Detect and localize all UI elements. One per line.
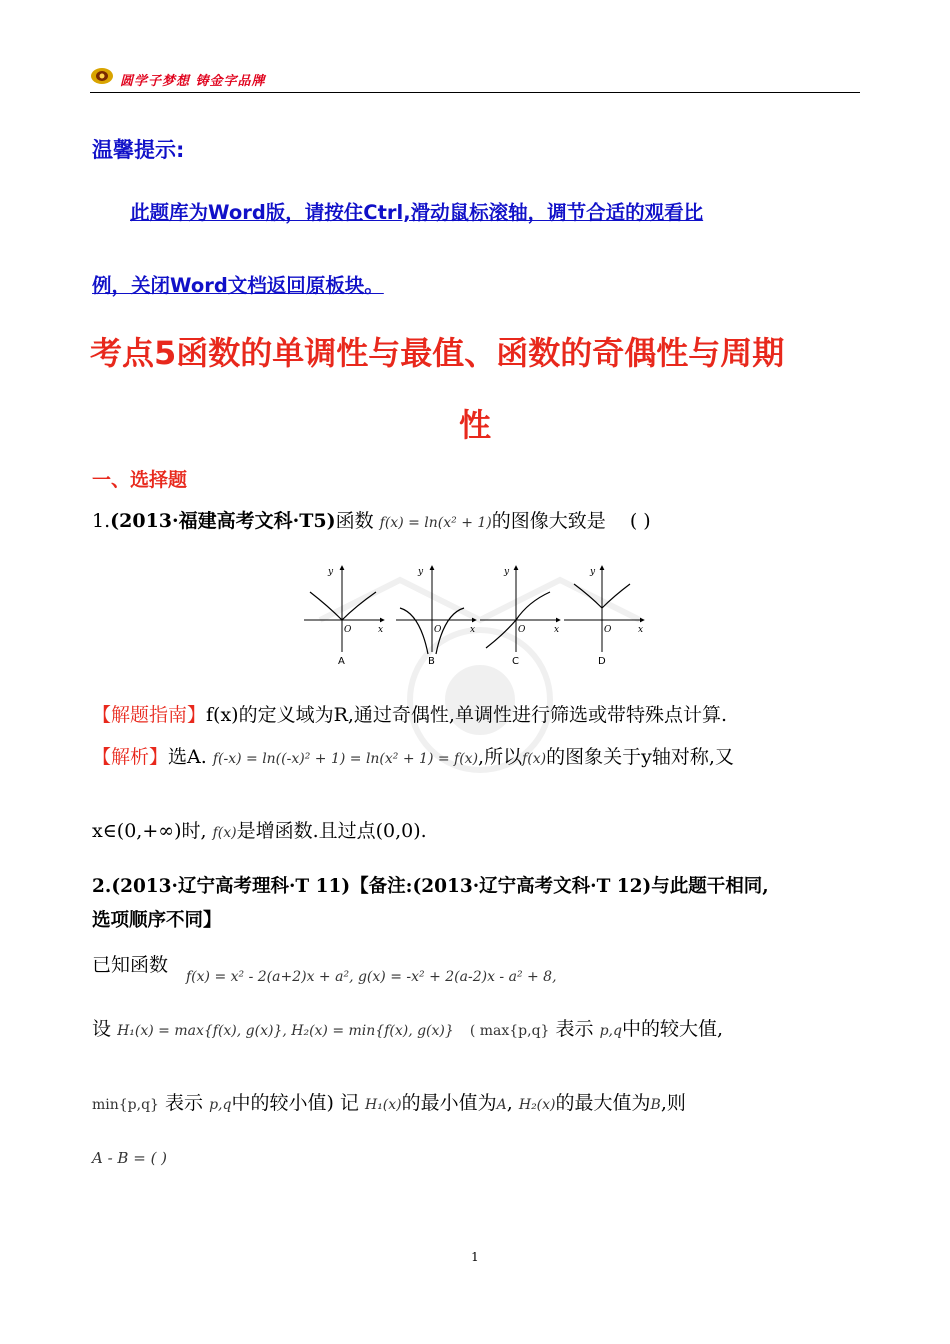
graph-d [564,566,644,652]
q2-record: 记 [339,1092,359,1114]
q2-max-is: 的最大值为 [555,1092,651,1114]
graph-c-y-label: y [504,567,510,577]
tip-line-1[interactable]: 此题库为Word版，请按住Ctrl,滑动鼠标滚轴，调节合适的观看比 [130,201,704,224]
q1-stem [92,506,651,533]
graph-b-origin: O [434,625,442,635]
curve-a [310,592,376,620]
q2-function-formula: f(x) = x² - 2(a+2)x + a², g(x) = -x² + 2(a-2)x - a² + 8, [186,969,557,985]
graph-a-x-label: x [378,625,384,635]
q2-set: 设 [92,1018,112,1040]
graph-d-origin: O [604,625,612,635]
q2-pq-1: p,q [599,1023,622,1039]
analysis-formula: f(-x) = ln((-x)² + 1) = ln(x² + 1) = f(x) [212,751,479,767]
q2-show-2: 表示 [165,1092,204,1114]
analysis-text-c: 的图象关于y轴对称,又 [546,746,734,768]
q1-guide [92,700,727,727]
graph-a [304,566,384,652]
option-b-label: B [428,656,435,667]
q1-analysis-continued [92,816,427,843]
q2-B: B [650,1097,661,1113]
graph-b-x-label: x [470,625,476,635]
q2-A: A [496,1097,507,1113]
tip-title: 温馨提示: [92,138,185,162]
tip-line-2[interactable]: 例，关闭Word文档返回原板块。 [92,274,384,297]
analysis-text-d: x∈(0,+∞)时, [92,820,207,842]
q2-max-note: ( max{p,q} [469,1023,550,1039]
option-d-label: D [598,656,606,667]
q2-ask [92,1146,167,1168]
q2-comma: , [506,1092,513,1114]
q2-definition [92,1014,723,1041]
q2-known-label: 已知函数 [92,954,169,976]
analysis-fx: f(x) [522,751,547,767]
analysis-text-b: ,所以 [478,746,523,768]
graph-b-y-label: y [418,567,424,577]
q2-bigger: 中的较大值, [621,1018,723,1040]
q2-h-definition: H₁(x) = max{f(x), g(x)}, H₂(x) = min{f(x), g(x)} [117,1023,454,1039]
q2-smaller: 中的较小值) [231,1092,334,1114]
q1-analysis [92,742,734,769]
q2-ask-text: A - B = ( ) [92,1149,168,1167]
q1-answer-bracket: ( ) [629,510,651,532]
q2-show-1: 表示 [555,1018,594,1040]
q2-min-note: min{p,q} [92,1097,159,1113]
graph-a-origin: O [344,625,352,635]
q1-stem-a: 函数 [335,510,374,532]
option-a-label: A [338,656,345,667]
q2-head-continued: 选项顺序不同】 [92,910,222,931]
q2-pq-2: p,q [209,1097,232,1113]
q1-formula: f(x) = ln(x² + 1) [379,515,492,531]
option-c-label: C [512,656,519,667]
q2-min-is: 的最小值为 [401,1092,497,1114]
q1-source: (2013·福建高考文科·T5) [110,510,336,532]
q1-number: 1. [92,510,111,532]
section-heading: 一、选择题 [92,469,188,491]
q2-known [92,950,168,977]
q1-option-graphs [298,562,650,672]
page-header [90,64,860,93]
graph-d-y-label: y [590,567,596,577]
q2-h2: H₂(x) [518,1097,556,1113]
analysis-text-e: 是增函数.且过点(0,0). [236,820,427,842]
graph-c-x-label: x [554,625,560,635]
analysis-tag: 【解析】 [92,746,169,768]
brand-logo-icon [90,66,116,86]
guide-tag: 【解题指南】 [92,704,207,726]
graph-d-x-label: x [638,625,644,635]
graph-b [396,566,476,654]
page-title-continued: 性 [458,406,491,444]
page-number: 1 [471,1250,479,1264]
guide-text: f(x)的定义域为R,通过奇偶性,单调性进行筛选或带特殊点计算. [206,704,728,726]
graph-c [480,566,560,652]
analysis-fx-2: f(x) [212,825,237,841]
q1-stem-b: 的图像大致是 [491,510,606,532]
curve-b-left [400,608,428,654]
q2-definition-continued [92,1088,686,1115]
page-title: 考点5函数的单调性与最值、函数的奇偶性与周期 [90,334,785,372]
q2-then: ,则 [660,1092,686,1114]
graph-c-origin: O [518,625,526,635]
analysis-choice: 选A. [168,746,207,768]
graph-a-y-label: y [328,567,334,577]
header-slogan: 圆学子梦想 铸金字品牌 [120,74,266,89]
q2-head: 2.(2013·辽宁高考理科·T 11)【备注:(2013·辽宁高考文科·T 12)与此题干相同, [92,876,769,897]
q2-function [186,964,557,986]
q2-h1: H₁(x) [364,1097,402,1113]
